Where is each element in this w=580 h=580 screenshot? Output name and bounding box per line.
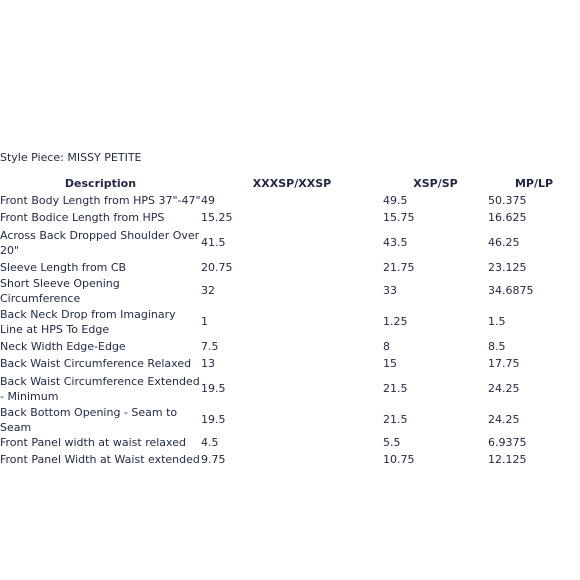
row-value-xsp-sp: 33 <box>383 284 397 298</box>
row-value-xsp-sp: 21.75 <box>383 261 415 275</box>
table-row <box>0 210 580 227</box>
table-row <box>0 193 580 210</box>
header-description: Description <box>64 176 137 190</box>
table-row <box>0 306 580 339</box>
row-value-xsp-sp: 15.75 <box>383 211 415 225</box>
row-value-xsp-sp: 43.5 <box>383 236 408 250</box>
row-value-xxxsp-xxsp: 19.5 <box>201 382 226 396</box>
table-row <box>0 356 580 373</box>
row-value-xxxsp-xxsp: 19.5 <box>201 413 226 427</box>
row-value-mp-lp: 8.5 <box>488 340 506 354</box>
table-header-row <box>0 175 580 193</box>
row-value-xxxsp-xxsp: 1 <box>201 315 208 329</box>
row-value-xsp-sp: 21.5 <box>383 382 408 396</box>
header-size-mp-lp: MP/LP <box>514 176 554 190</box>
row-description: Back Neck Drop from Imaginary Line at HPS To Edge <box>0 308 176 336</box>
table-row <box>0 373 580 406</box>
row-value-xsp-sp: 5.5 <box>383 436 401 450</box>
row-description: Back Waist Circumference Relaxed <box>0 357 192 371</box>
row-description: Back Bottom Opening - Seam to Seam <box>0 406 178 434</box>
row-value-xxxsp-xxsp: 15.25 <box>201 211 233 225</box>
table-row <box>0 406 580 435</box>
row-value-xxxsp-xxsp: 4.5 <box>201 436 219 450</box>
row-value-mp-lp: 17.75 <box>488 357 520 371</box>
row-value-mp-lp: 34.6875 <box>488 284 534 298</box>
row-description: Front Bodice Length from HPS <box>0 211 165 225</box>
row-value-mp-lp: 6.9375 <box>488 436 527 450</box>
row-value-xsp-sp: 21.5 <box>383 413 408 427</box>
row-description: Front Panel Width at Waist extended <box>0 453 200 467</box>
header-size-xxxsp-xxsp: XXXSP/XXSP <box>252 176 332 190</box>
row-value-xxxsp-xxsp: 13 <box>201 357 215 371</box>
row-value-xsp-sp: 49.5 <box>383 194 408 208</box>
size-spec-table <box>0 175 580 469</box>
header-size-xsp-sp: XSP/SP <box>413 176 458 190</box>
row-value-mp-lp: 50.375 <box>488 194 527 208</box>
row-value-xxxsp-xxsp: 32 <box>201 284 215 298</box>
row-description: Front Body Length from HPS 37"-47" <box>0 194 201 208</box>
row-value-xxxsp-xxsp: 7.5 <box>201 340 219 354</box>
row-value-xsp-sp: 1.25 <box>383 315 408 329</box>
row-value-mp-lp: 23.125 <box>488 261 527 275</box>
row-value-xsp-sp: 15 <box>383 357 397 371</box>
row-value-xxxsp-xxsp: 9.75 <box>201 453 226 467</box>
row-value-mp-lp: 24.25 <box>488 382 520 396</box>
row-description: Sleeve Length from CB <box>0 261 127 275</box>
row-value-mp-lp: 24.25 <box>488 413 520 427</box>
row-description: Across Back Dropped Shoulder Over 20" <box>0 229 200 257</box>
table-row <box>0 339 580 356</box>
row-value-mp-lp: 1.5 <box>488 315 506 329</box>
row-value-mp-lp: 12.125 <box>488 453 527 467</box>
row-description: Front Panel width at waist relaxed <box>0 436 186 450</box>
row-value-mp-lp: 16.625 <box>488 211 527 225</box>
row-description: Neck Width Edge-Edge <box>0 340 126 354</box>
table-row <box>0 277 580 306</box>
table-row <box>0 227 580 260</box>
row-value-mp-lp: 46.25 <box>488 236 520 250</box>
row-value-xsp-sp: 10.75 <box>383 453 415 467</box>
row-description: Short Sleeve Opening Circumference <box>0 277 120 305</box>
style-piece-label: Style Piece: MISSY PETITE <box>0 151 142 164</box>
row-value-xxxsp-xxsp: 49 <box>201 194 215 208</box>
table-row <box>0 260 580 277</box>
row-value-xxxsp-xxsp: 41.5 <box>201 236 226 250</box>
row-value-xxxsp-xxsp: 20.75 <box>201 261 233 275</box>
row-description: Back Waist Circumference Extended - Minimum <box>0 375 200 403</box>
row-value-xsp-sp: 8 <box>383 340 390 354</box>
table-row <box>0 435 580 452</box>
table-row <box>0 452 580 469</box>
